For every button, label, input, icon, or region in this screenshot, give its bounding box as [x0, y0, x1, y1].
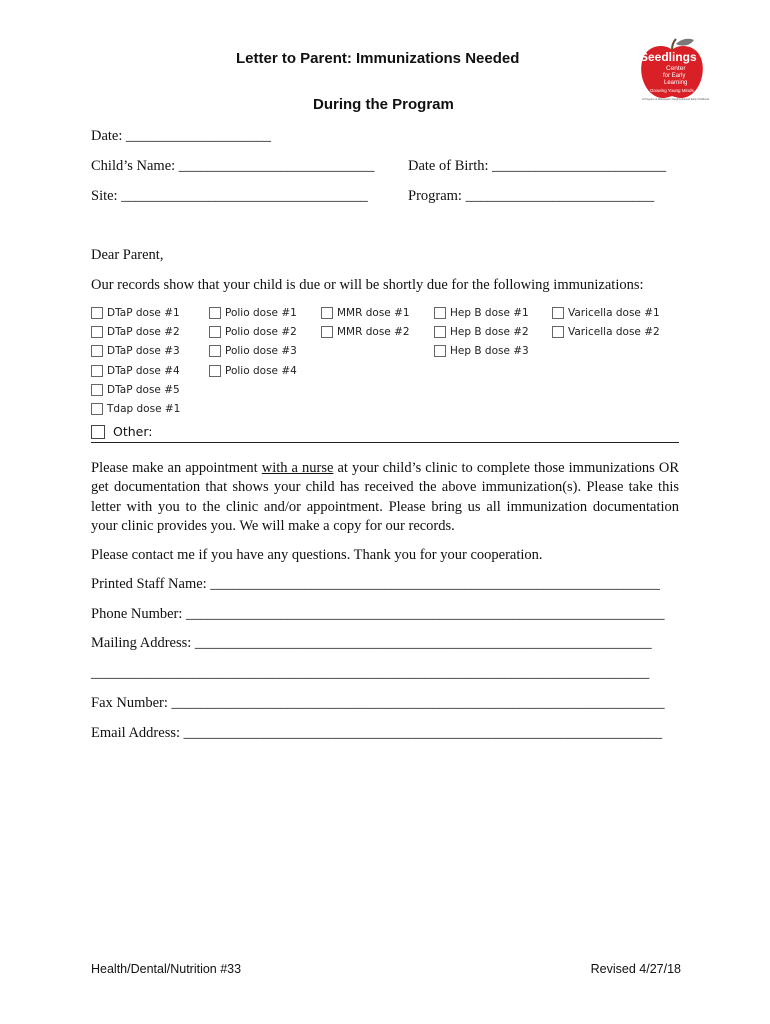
checkbox-label: DTaP dose #5 [107, 384, 180, 396]
checkbox-hepb-1[interactable] [434, 307, 529, 319]
contact-paragraph: Please contact me if you have any questions. Thank you for your cooperation. [91, 547, 543, 563]
checkbox-label: MMR dose #1 [337, 307, 410, 319]
instructions-text-start: Please make an appointment [91, 460, 262, 476]
checkbox-icon[interactable] [209, 307, 221, 319]
checkbox-varicella-1[interactable] [552, 307, 660, 319]
footer-right: Revised 4/27/18 [590, 962, 681, 976]
checkbox-icon[interactable] [91, 365, 103, 377]
checkbox-hepb-3[interactable] [434, 345, 529, 357]
checkbox-dtap-2[interactable] [91, 326, 180, 338]
checkbox-label: MMR dose #2 [337, 326, 410, 338]
checkbox-tdap-1[interactable] [91, 403, 180, 415]
checkbox-label: Hep B dose #3 [450, 345, 529, 357]
checkbox-icon[interactable] [552, 307, 564, 319]
checkbox-varicella-2[interactable] [552, 326, 660, 338]
checkbox-polio-2[interactable] [209, 326, 297, 338]
date-of-birth-field[interactable]: Date of Birth: ________________________ [408, 158, 667, 174]
footer-left: Health/Dental/Nutrition #33 [91, 962, 242, 976]
checkbox-dtap-5[interactable] [91, 384, 180, 396]
checkbox-label: Polio dose #1 [225, 307, 297, 319]
checkbox-icon[interactable] [434, 345, 446, 357]
checkbox-icon[interactable] [209, 365, 221, 377]
checkbox-icon[interactable] [91, 307, 103, 319]
checkbox-label: DTaP dose #2 [107, 326, 180, 338]
phone-number-field[interactable]: Phone Number: __________________________________________________________________ [91, 606, 665, 622]
checkbox-label: DTaP dose #3 [107, 345, 180, 357]
intro-text: Our records show that your child is due or will be shortly due for the following immunizations: [91, 277, 644, 293]
checkbox-icon[interactable] [434, 326, 446, 338]
checkbox-polio-3[interactable] [209, 345, 297, 357]
salutation: Dear Parent, [91, 247, 164, 263]
checkbox-polio-4[interactable] [209, 365, 297, 377]
seedlings-logo [636, 36, 708, 104]
checkbox-label: Polio dose #2 [225, 326, 297, 338]
logo-name: Seedlings [640, 50, 697, 64]
mailing-address-line-2[interactable]: _____________________________________________________________________________ [91, 665, 650, 681]
date-field[interactable]: Date: ____________________ [91, 128, 272, 144]
fax-number-field[interactable]: Fax Number: ____________________________________________________________________ [91, 695, 665, 711]
checkbox-label: Varicella dose #1 [568, 307, 660, 319]
checkbox-label: Hep B dose #1 [450, 307, 529, 319]
checkbox-icon[interactable] [91, 326, 103, 338]
checkbox-icon[interactable] [91, 384, 103, 396]
checkbox-icon[interactable] [552, 326, 564, 338]
checkbox-dtap-1[interactable] [91, 307, 180, 319]
checkbox-label: Varicella dose #2 [568, 326, 660, 338]
child-name-field[interactable]: Child’s Name: ___________________________ [91, 158, 375, 174]
title-line-1: Letter to Parent: Immunizations Needed [236, 50, 520, 67]
checkbox-label: Hep B dose #2 [450, 326, 529, 338]
checkbox-hepb-2[interactable] [434, 326, 529, 338]
checkbox-label: DTaP dose #4 [107, 365, 180, 377]
instructions-paragraph [91, 459, 679, 536]
checkbox-label: Polio dose #4 [225, 365, 297, 377]
checkbox-label: Tdap dose #1 [107, 403, 181, 415]
checkbox-mmr-1[interactable] [321, 307, 410, 319]
checkbox-icon[interactable] [91, 403, 103, 415]
checkbox-icon[interactable] [209, 345, 221, 357]
printed-staff-name-field[interactable]: Printed Staff Name: ______________________________________________________________ [91, 576, 660, 592]
checkbox-label: Polio dose #3 [225, 345, 297, 357]
checkbox-label: DTaP dose #1 [107, 307, 180, 319]
logo-line-4: Learning [664, 80, 688, 86]
checkbox-icon[interactable] [321, 326, 333, 338]
with-a-nurse-text: with a nurse [261, 460, 334, 476]
logo-line-3: for Early [663, 73, 686, 79]
other-row[interactable] [91, 424, 679, 443]
checkbox-icon[interactable] [321, 307, 333, 319]
logo-line-2: Center [666, 65, 686, 72]
checkbox-icon[interactable] [91, 425, 105, 439]
title-line-2: During the Program [313, 96, 454, 113]
checkbox-polio-1[interactable] [209, 307, 297, 319]
email-address-field[interactable]: Email Address: __________________________________________________________________ [91, 725, 663, 741]
checkbox-dtap-3[interactable] [91, 345, 180, 357]
checkbox-icon[interactable] [91, 345, 103, 357]
checkbox-mmr-2[interactable] [321, 326, 410, 338]
logo-tagline: Growing Young Minds [650, 88, 694, 93]
checkbox-icon[interactable] [209, 326, 221, 338]
program-field[interactable]: Program: __________________________ [408, 188, 655, 204]
checkbox-icon[interactable] [434, 307, 446, 319]
instructions-text-rest: at your child’s clinic to complete those immunizations OR get documentation that shows your child has received the above immunization(s). Please take this letter with you to the clinic and/or appointment. Please bring us all immunization documentation your clinic provides you. We will make a copy for our records. [91, 460, 679, 534]
other-label: Other: [113, 424, 153, 439]
checkbox-dtap-4[interactable] [91, 365, 180, 377]
mailing-address-field[interactable]: Mailing Address: _______________________________________________________________ [91, 635, 652, 651]
logo-subtagline: A Program of Washington Heights/Inwood Early Childhood [642, 98, 710, 101]
site-field[interactable]: Site: __________________________________ [91, 188, 368, 204]
